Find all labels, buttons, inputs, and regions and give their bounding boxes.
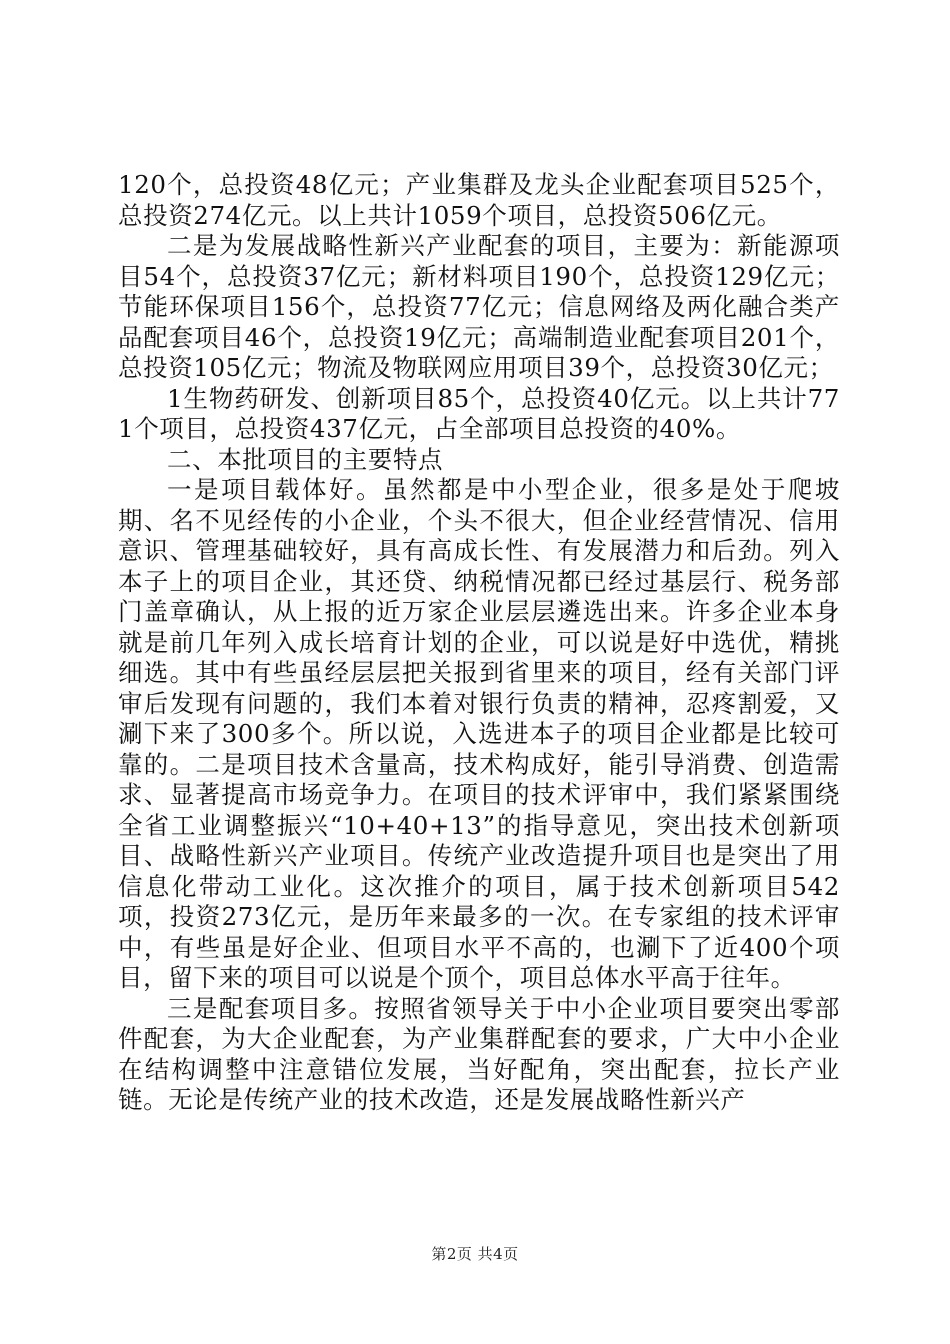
paragraph-2: 二是为发展战略性新兴产业配套的项目，主要为：新能源项目54个，总投资37亿元；新材料项目190个，总投资129亿元；节能环保项目156个，总投资77亿元；信息网络及两化融合类产品配套项目46个，总投资19亿元；高端制造业配套项目201个，总投资105亿元；物流及物联网应用项目39个，总投资30亿元； <box>118 231 840 382</box>
paragraph-5: 一是项目载体好。虽然都是中小型企业，很多是处于爬坡期、名不见经传的小企业，个头不很大，但企业经营情况、信用意识、管理基础较好，具有高成长性、有发展潜力和后劲。列入本子上的项目企业，其还贷、纳税情况都已经过基层行、税务部门盖章确认，从上报的近万家企业层层遴选出来。许多企业本身就是前几年列入成长培育计划的企业，可以说是好中选优，精挑细选。其中有些虽经层层把关报到省里来的项目，经有关部门评审后发现有问题的，我们本着对银行负责的精神，忍疼割爱，又涮下来了300多个。所以说，入选进本子的项目企业都是比较可靠的。二是项目技术含量高，技术构成好，能引导消费、创造需求、显著提高市场竞争力。在项目的技术评审中，我们紧紧围绕全省工业调整振兴“10+40+13”的指导意见，突出技术创新项目、战略性新兴产业项目。传统产业改造提升项目也是突出了用信息化带动工业化。这次推介的项目，属于技术创新项目542项，投资273亿元，是历年来最多的一次。在专家组的技术评审中，有些虽是好企业、但项目水平不高的，也涮下了近400个项目，留下来的项目可以说是个顶个，项目总体水平高于往年。 <box>118 475 840 992</box>
paragraph-6: 三是配套项目多。按照省领导关于中小企业项目要突出零部件配套，为大企业配套，为产业集群配套的要求，广大中小企业在结构调整中注意错位发展，当好配角，突出配套，拉长产业链。无论是传统产业的技术改造，还是发展战略性新兴产 <box>118 993 840 1114</box>
page-number-footer: 第2页 共4页 <box>431 1245 519 1263</box>
paragraph-3: 1生物药研发、创新项目85个，总投资40亿元。以上共计771个项目，总投资437亿元，占全部项目总投资的40%。 <box>118 383 840 443</box>
document-body <box>118 170 840 1116</box>
paragraph-1: 120个，总投资48亿元；产业集群及龙头企业配套项目525个，总投资274亿元。以上共计1059个项目，总投资506亿元。 <box>118 170 840 230</box>
section-heading: 二、本批项目的主要特点 <box>167 444 444 474</box>
